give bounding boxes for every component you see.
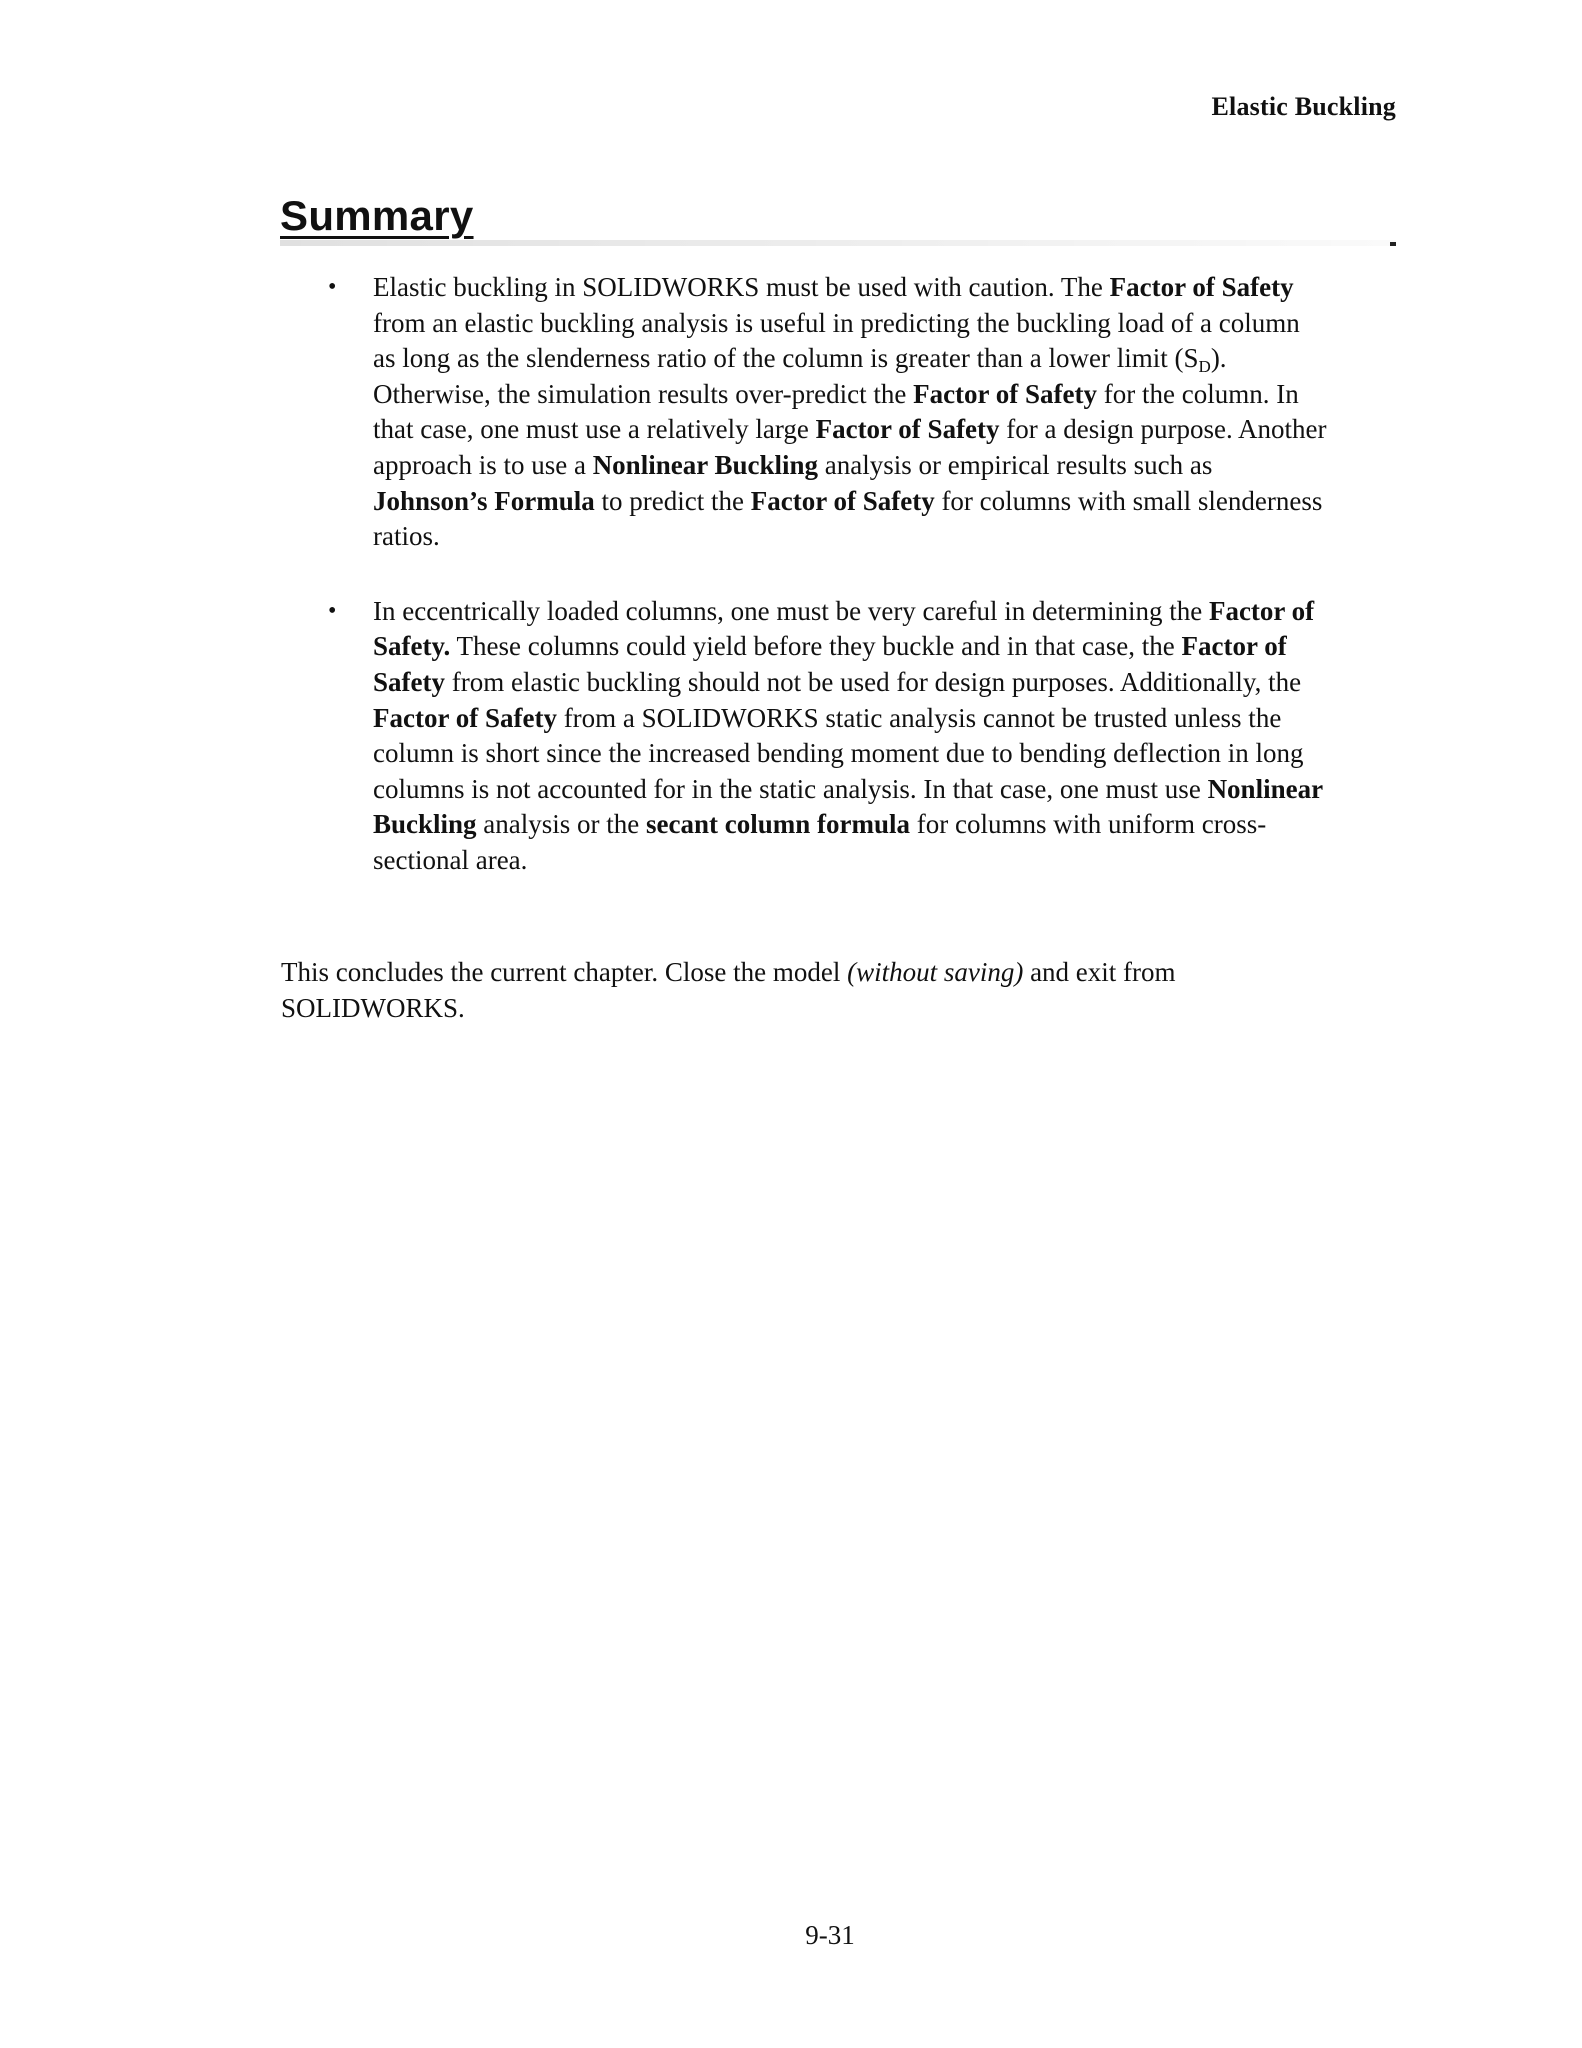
page-number: 9-31 xyxy=(805,1920,855,1950)
bullet-item xyxy=(328,594,1328,879)
bullet-item xyxy=(328,270,1328,555)
section-title: Summary xyxy=(280,192,474,239)
bullet-dot-icon: • xyxy=(328,597,337,624)
title-rule-end-mark xyxy=(1390,242,1396,246)
running-header: Elastic Buckling xyxy=(1211,92,1396,121)
bullet-text: Elastic buckling in SOLIDWORKS must be used with caution. The Factor of Safety from an elastic buckling analysis is useful in predicting the buckling load of a column as long as the slenderness ratio of the column is greater than a lower limit $(S_D)$. Otherwise, the simulation results over-predict the Factor of Safety for the column. In that case, one must use a relatively large Factor of Safety for a design purpose. Another approach is to use a Nonlinear Buckling analysis or empirical results such as Johnson’s Formula to predict the Factor of Safety for columns with small slenderness ratios. xyxy=(373,272,1327,552)
bullet-dot-icon: • xyxy=(328,274,337,300)
bullet-text: In eccentrically loaded columns, one must be very careful in determining the Factor of Safety. These columns could yield before they buckle and in that case, the Factor of Safety from elastic buckling should not be used for design purposes. Additionally, the Factor of Safety from a SOLIDWORKS static analysis cannot be trusted unless the column is short since the increased bending moment due to bending deflection in long columns is not accounted for in the static analysis. In that case, one must use Nonlinear Buckling analysis or the secant column formula for columns with uniform cross-sectional area. xyxy=(373,595,1323,875)
chapter-conclusion: This concludes the current chapter. Close the model (without saving) and exit from SOLIDWORKS. xyxy=(281,957,1176,1023)
summary-bullet-list xyxy=(328,270,1328,879)
title-rule xyxy=(280,240,1396,246)
